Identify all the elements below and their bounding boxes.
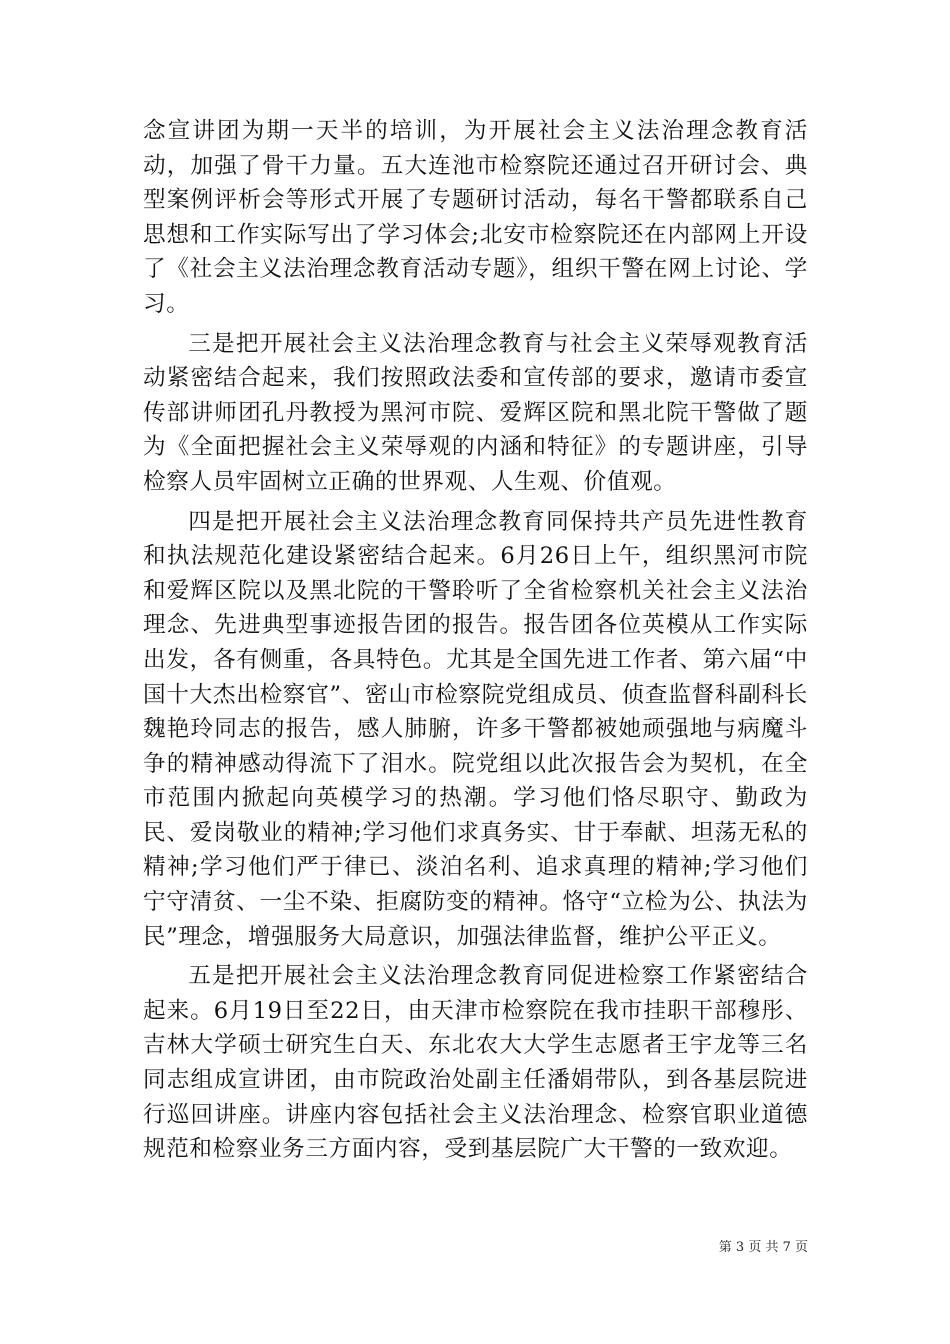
paragraph-five: 五是把开展社会主义法治理念教育同促进检察工作紧密结合起来。6月19日至22日，由天津市检察院在我市挂职干部穆彤、吉林大学硕士研究生白天、东北农大大学生志愿者王宇龙等三名同志组成宣讲团，由市院政治处副主任潘娟带队，到各基层院进行巡回讲座。讲座内容包括社会主义法治理念、检察官职业道德规范和检察业务三方面内容，受到基层院广大干警的一致欢迎。 [143, 963, 808, 1163]
paragraph-three: 三是把开展社会主义法治理念教育与社会主义荣辱观教育活动紧密结合起来，我们按照政法委和宣传部的要求，邀请市委宣传部讲师团孔丹教授为黑河市院、爱辉区院和黑北院干警做了题为《全面把握社会主义荣辱观的内涵和特征》的专题讲座，引导检察人员牢固树立正确的世界观、人生观、价值观。 [143, 330, 808, 495]
paragraph-continuation: 念宣讲团为期一天半的培训，为开展社会主义法治理念教育活动，加强了骨干力量。五大连池市检察院还通过召开研讨会、典型案例评析会等形式开展了专题研讨活动，每名干警都联系自己思想和工作实际写出了学习体会;北安市检察院还在内部网上开设了《社会主义法治理念教育活动专题》，组织干警在网上讨论、学习。 [143, 118, 808, 317]
document-body [143, 114, 808, 1167]
paragraph-four: 四是把开展社会主义法治理念教育同保持共产员先进性教育和执法规范化建设紧密结合起来。6月26日上午，组织黑河市院和爱辉区院以及黑北院的干警聆听了全省检察机关社会主义法治理念、先进典型事迹报告团的报告。报告团各位英模从工作实际出发，各有侧重，各具特色。尤其是全国先进工作者、第六届“中国十大杰出检察官”、密山市检察院党组成员、侦查监督科副科长魏艳玲同志的报告，感人肺腑，许多干警都被她顽强地与病魔斗争的精神感动得流下了泪水。院党组以此次报告会为契机，在全市范围内掀起向英模学习的热潮。学习他们恪尽职守、勤政为民、爱岗敬业的精神;学习他们求真务实、甘于奉献、坦荡无私的精神;学习他们严于律已、淡泊名利、追求真理的精神;学习他们宁守清贫、一尘不染、拒腐防变的精神。恪守“立检为公、执法为民”理念，增强服务大局意识，加强法律监督，维护公平正义。 [143, 508, 808, 950]
page-number: 第 3 页 共 7 页 [718, 1240, 808, 1255]
